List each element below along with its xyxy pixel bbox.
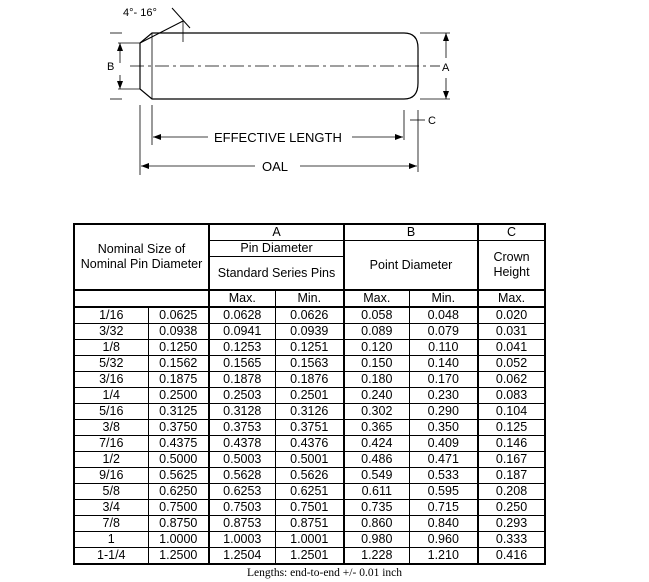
table-cell: 0.549 (344, 468, 409, 484)
table-cell: 1.210 (409, 548, 478, 565)
table-row (74, 324, 545, 340)
table-row (74, 452, 545, 468)
table-row (74, 340, 545, 356)
table-cell: 0.079 (409, 324, 478, 340)
table-cell: 0.715 (409, 500, 478, 516)
table-cell: 0.3126 (275, 404, 344, 420)
table-cell: 0.290 (409, 404, 478, 420)
table-row (74, 532, 545, 548)
table-cell: 0.350 (409, 420, 478, 436)
table-cell: 0.1563 (275, 356, 344, 372)
table-cell: 0.0941 (209, 324, 275, 340)
table-cell: 0.860 (344, 516, 409, 532)
table-cell: 0.0625 (148, 307, 209, 324)
table-cell: 0.089 (344, 324, 409, 340)
table-cell: 0.5626 (275, 468, 344, 484)
effective-length-label: EFFECTIVE LENGTH (214, 130, 342, 145)
table-cell: 0.471 (409, 452, 478, 468)
table-cell: 0.302 (344, 404, 409, 420)
table-cell: 7/16 (74, 436, 148, 452)
point-diameter-header: Point Diameter (344, 241, 478, 291)
table-row (74, 372, 545, 388)
table-cell: 0.7500 (148, 500, 209, 516)
table-cell: 0.0626 (275, 307, 344, 324)
group-c-header: C (478, 224, 545, 241)
pin-drawing (0, 0, 649, 215)
crown-height-header: Crown Height (478, 241, 545, 291)
table-row (74, 468, 545, 484)
table-cell: 0.6250 (148, 484, 209, 500)
table-cell: 5/8 (74, 484, 148, 500)
table-cell: 0.5003 (209, 452, 275, 468)
nominal-size-header: Nominal Size of Nominal Pin Diameter (74, 224, 209, 290)
table-row (74, 307, 545, 324)
table-cell: 0.980 (344, 532, 409, 548)
table-cell: 0.611 (344, 484, 409, 500)
table-row (74, 404, 545, 420)
table-cell: 1/2 (74, 452, 148, 468)
table-cell: 1-1/4 (74, 548, 148, 565)
table-row (74, 548, 545, 565)
table-cell: 1/16 (74, 307, 148, 324)
subheader-min-b: Min. (409, 290, 478, 307)
standard-series-header: Standard Series Pins (209, 257, 344, 291)
subheader-max-c: Max. (478, 290, 545, 307)
table-cell: 0.052 (478, 356, 545, 372)
dimension-b-label: B (107, 61, 115, 73)
table-cell: 0.8751 (275, 516, 344, 532)
table-cell: 0.7501 (275, 500, 344, 516)
table-cell: 0.424 (344, 436, 409, 452)
table-cell: 1.2500 (148, 548, 209, 565)
table-cell: 1.228 (344, 548, 409, 565)
table-cell: 0.1250 (148, 340, 209, 356)
table-row (74, 500, 545, 516)
table-cell: 0.333 (478, 532, 545, 548)
table-cell: 0.4376 (275, 436, 344, 452)
table-cell: 0.8750 (148, 516, 209, 532)
table-cell: 0.1253 (209, 340, 275, 356)
table-cell: 0.120 (344, 340, 409, 356)
table-cell: 0.1875 (148, 372, 209, 388)
table-cell: 0.3125 (148, 404, 209, 420)
group-b-header: B (344, 224, 478, 241)
table-cell: 0.0628 (209, 307, 275, 324)
table-cell: 0.083 (478, 388, 545, 404)
footnote: Lengths: end-to-end +/- 0.01 inch (247, 567, 402, 579)
table-row (74, 436, 545, 452)
table-cell: 0.7503 (209, 500, 275, 516)
table-cell: 0.0938 (148, 324, 209, 340)
table-cell: 0.960 (409, 532, 478, 548)
table-cell: 0.5001 (275, 452, 344, 468)
table-cell: 0.125 (478, 420, 545, 436)
table-cell: 1.2504 (209, 548, 275, 565)
table-cell: 0.6251 (275, 484, 344, 500)
table-cell: 0.3750 (148, 420, 209, 436)
subheader-min-a: Min. (275, 290, 344, 307)
table-cell: 0.180 (344, 372, 409, 388)
table-cell: 0.840 (409, 516, 478, 532)
table-cell: 0.533 (409, 468, 478, 484)
table-cell: 0.3753 (209, 420, 275, 436)
table-cell: 5/16 (74, 404, 148, 420)
pin-diameter-header: Pin Diameter (209, 241, 344, 257)
table-cell: 0.0939 (275, 324, 344, 340)
table-cell: 0.250 (478, 500, 545, 516)
oal-label: OAL (262, 159, 289, 174)
table-cell: 0.240 (344, 388, 409, 404)
table-cell: 0.1876 (275, 372, 344, 388)
table-cell: 0.2500 (148, 388, 209, 404)
table-cell: 0.146 (478, 436, 545, 452)
table-row (74, 484, 545, 500)
subheader-spacer (74, 290, 209, 307)
table-cell: 1.0003 (209, 532, 275, 548)
table-cell: 0.062 (478, 372, 545, 388)
table-row (74, 388, 545, 404)
table-cell: 0.5000 (148, 452, 209, 468)
table-cell: 1.2501 (275, 548, 344, 565)
table-cell: 0.058 (344, 307, 409, 324)
table-cell: 0.2501 (275, 388, 344, 404)
table-cell: 0.041 (478, 340, 545, 356)
table-row (74, 356, 545, 372)
table-cell: 0.5625 (148, 468, 209, 484)
table-cell: 0.150 (344, 356, 409, 372)
dimension-c-label: C (428, 115, 436, 127)
pin-spec-table (73, 223, 546, 565)
table-cell: 0.187 (478, 468, 545, 484)
table-cell: 0.1878 (209, 372, 275, 388)
table-cell: 0.031 (478, 324, 545, 340)
table-cell: 0.1251 (275, 340, 344, 356)
table-cell: 0.104 (478, 404, 545, 420)
table-cell: 0.020 (478, 307, 545, 324)
table-cell: 0.293 (478, 516, 545, 532)
table-cell: 0.4378 (209, 436, 275, 452)
table-cell: 0.595 (409, 484, 478, 500)
table-cell: 3/32 (74, 324, 148, 340)
subheader-max-a: Max. (209, 290, 275, 307)
table-cell: 1.0000 (148, 532, 209, 548)
table-cell: 0.140 (409, 356, 478, 372)
table-cell: 1 (74, 532, 148, 548)
table-cell: 0.170 (409, 372, 478, 388)
group-a-header: A (209, 224, 344, 241)
table-cell: 0.486 (344, 452, 409, 468)
table-cell: 0.3751 (275, 420, 344, 436)
table-cell: 3/4 (74, 500, 148, 516)
table-cell: 7/8 (74, 516, 148, 532)
table-cell: 1/4 (74, 388, 148, 404)
table-cell: 0.416 (478, 548, 545, 565)
table-cell: 0.6253 (209, 484, 275, 500)
table-cell: 0.5628 (209, 468, 275, 484)
table-cell: 3/16 (74, 372, 148, 388)
table-cell: 0.048 (409, 307, 478, 324)
table-cell: 0.365 (344, 420, 409, 436)
table-cell: 0.2503 (209, 388, 275, 404)
table-cell: 0.208 (478, 484, 545, 500)
table-cell: 3/8 (74, 420, 148, 436)
subheader-max-b: Max. (344, 290, 409, 307)
table-cell: 0.1562 (148, 356, 209, 372)
table-cell: 0.167 (478, 452, 545, 468)
table-cell: 0.1565 (209, 356, 275, 372)
table-cell: 9/16 (74, 468, 148, 484)
table-cell: 0.735 (344, 500, 409, 516)
table-cell: 1/8 (74, 340, 148, 356)
angle-label: 4°- 16° (123, 7, 157, 19)
table-cell: 0.110 (409, 340, 478, 356)
table-row (74, 420, 545, 436)
dimension-a-label: A (442, 62, 450, 74)
pin-diagram (0, 0, 649, 215)
table-row (74, 516, 545, 532)
table-cell: 5/32 (74, 356, 148, 372)
table-cell: 0.4375 (148, 436, 209, 452)
table-cell: 0.409 (409, 436, 478, 452)
table-cell: 0.230 (409, 388, 478, 404)
table-cell: 1.0001 (275, 532, 344, 548)
table-cell: 0.8753 (209, 516, 275, 532)
table-cell: 0.3128 (209, 404, 275, 420)
